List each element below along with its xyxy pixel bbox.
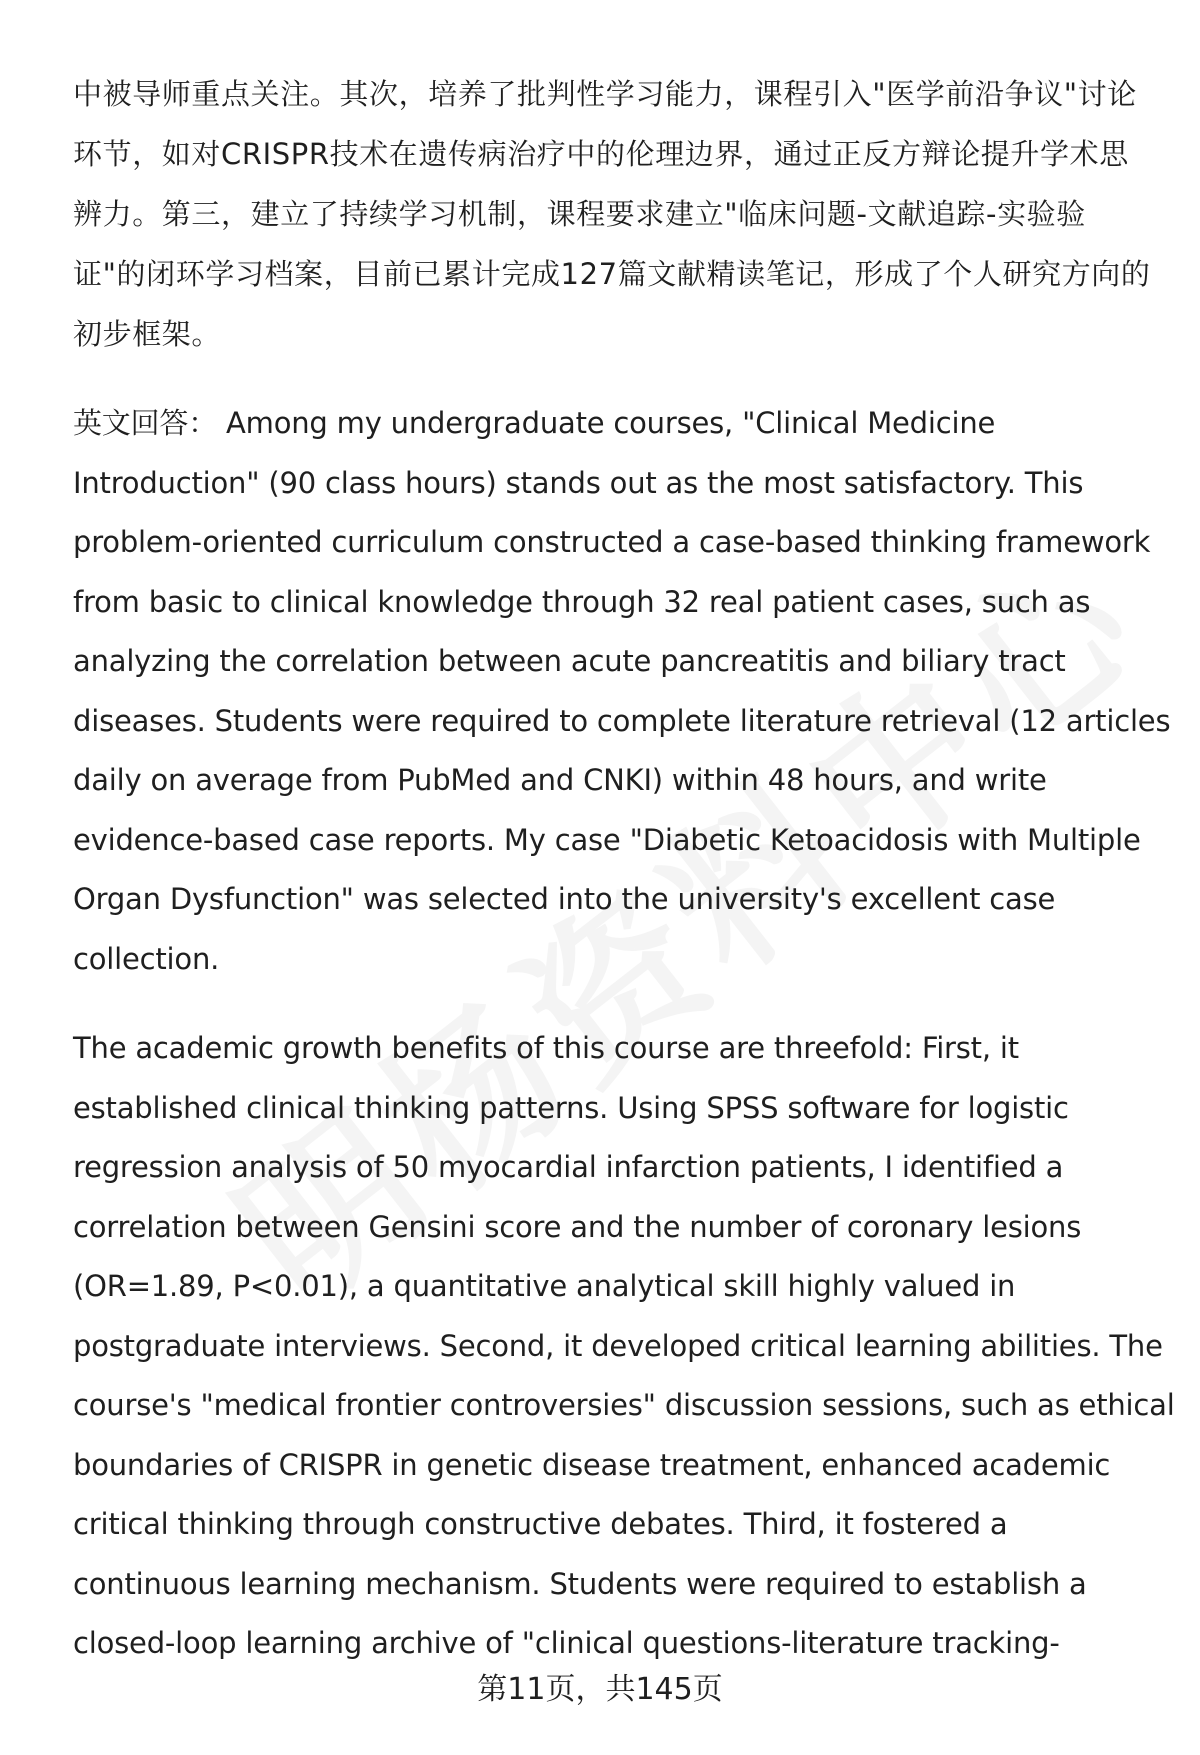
text-line: evidence-based case reports. My case "Diabetic Ketoacidosis with Multiple: [73, 822, 1141, 857]
text-line: postgraduate interviews. Second, it developed critical learning abilities. The: [73, 1328, 1163, 1363]
text-line: daily on average from PubMed and CNKI) within 48 hours, and write: [73, 763, 1047, 797]
text-line: 英文回答： Among my undergraduate courses, "Clinical Medicine: [73, 406, 996, 440]
text-line: established clinical thinking patterns. Using SPSS software for logistic: [73, 1090, 1069, 1125]
text-line: collection.: [73, 941, 220, 976]
text-line: Organ Dysfunction" was selected into the university's excellent case: [73, 882, 1056, 916]
text-line: 辨力。第三，建立了持续学习机制，课程要求建立"临床问题-文献追踪-实验验: [73, 197, 1086, 231]
text-line: correlation between Gensini score and the number of coronary lesions: [73, 1209, 1082, 1244]
page-number: 第11页，共145页: [477, 1672, 723, 1707]
text-line: 中被导师重点关注。其次，培养了批判性学习能力，课程引入"医学前沿争议"讨论: [73, 77, 1137, 111]
text-line: regression analysis of 50 myocardial infarction patients, I identified a: [73, 1150, 1064, 1184]
text-line: continuous learning mechanism. Students were required to establish a: [73, 1566, 1087, 1601]
paragraph-english-answer: [73, 394, 1171, 989]
text-line: 证"的闭环学习档案，目前已累计完成127篇文献精读笔记，形成了个人研究方向的: [73, 257, 1151, 291]
page-body: [73, 64, 1175, 1674]
text-line: closed-loop learning archive of "clinical questions-literature tracking-: [73, 1626, 1060, 1660]
text-line: The academic growth benefits of this course are threefold: First, it: [73, 1031, 1019, 1065]
text-line: 初步框架。: [73, 317, 222, 351]
text-line: analyzing the correlation between acute pancreatitis and biliary tract: [73, 644, 1066, 678]
paragraph-chinese-continuation: [73, 64, 1153, 364]
text-line: boundaries of CRISPR in genetic disease treatment, enhanced academic: [73, 1447, 1111, 1482]
paragraph-academic-growth: [73, 1019, 1175, 1674]
text-line: (OR=1.89, P<0.01), a quantitative analytical skill highly valued in: [73, 1269, 1016, 1303]
text-line: diseases. Students were required to complete literature retrieval (12 articles: [73, 703, 1171, 738]
text-line: from basic to clinical knowledge through 32 real patient cases, such as: [73, 584, 1091, 619]
text-line: problem-oriented curriculum constructed a case-based thinking framework: [73, 525, 1151, 559]
text-line: 环节，如对CRISPR技术在遗传病治疗中的伦理边界，通过正反方辩论提升学术思: [73, 137, 1129, 171]
text-line: course's "medical frontier controversies" discussion sessions, such as ethical: [73, 1388, 1175, 1422]
text-line: Introduction" (90 class hours) stands out as the most satisfactory. This: [73, 465, 1084, 500]
text-line: critical thinking through constructive debates. Third, it fostered a: [73, 1507, 1008, 1541]
